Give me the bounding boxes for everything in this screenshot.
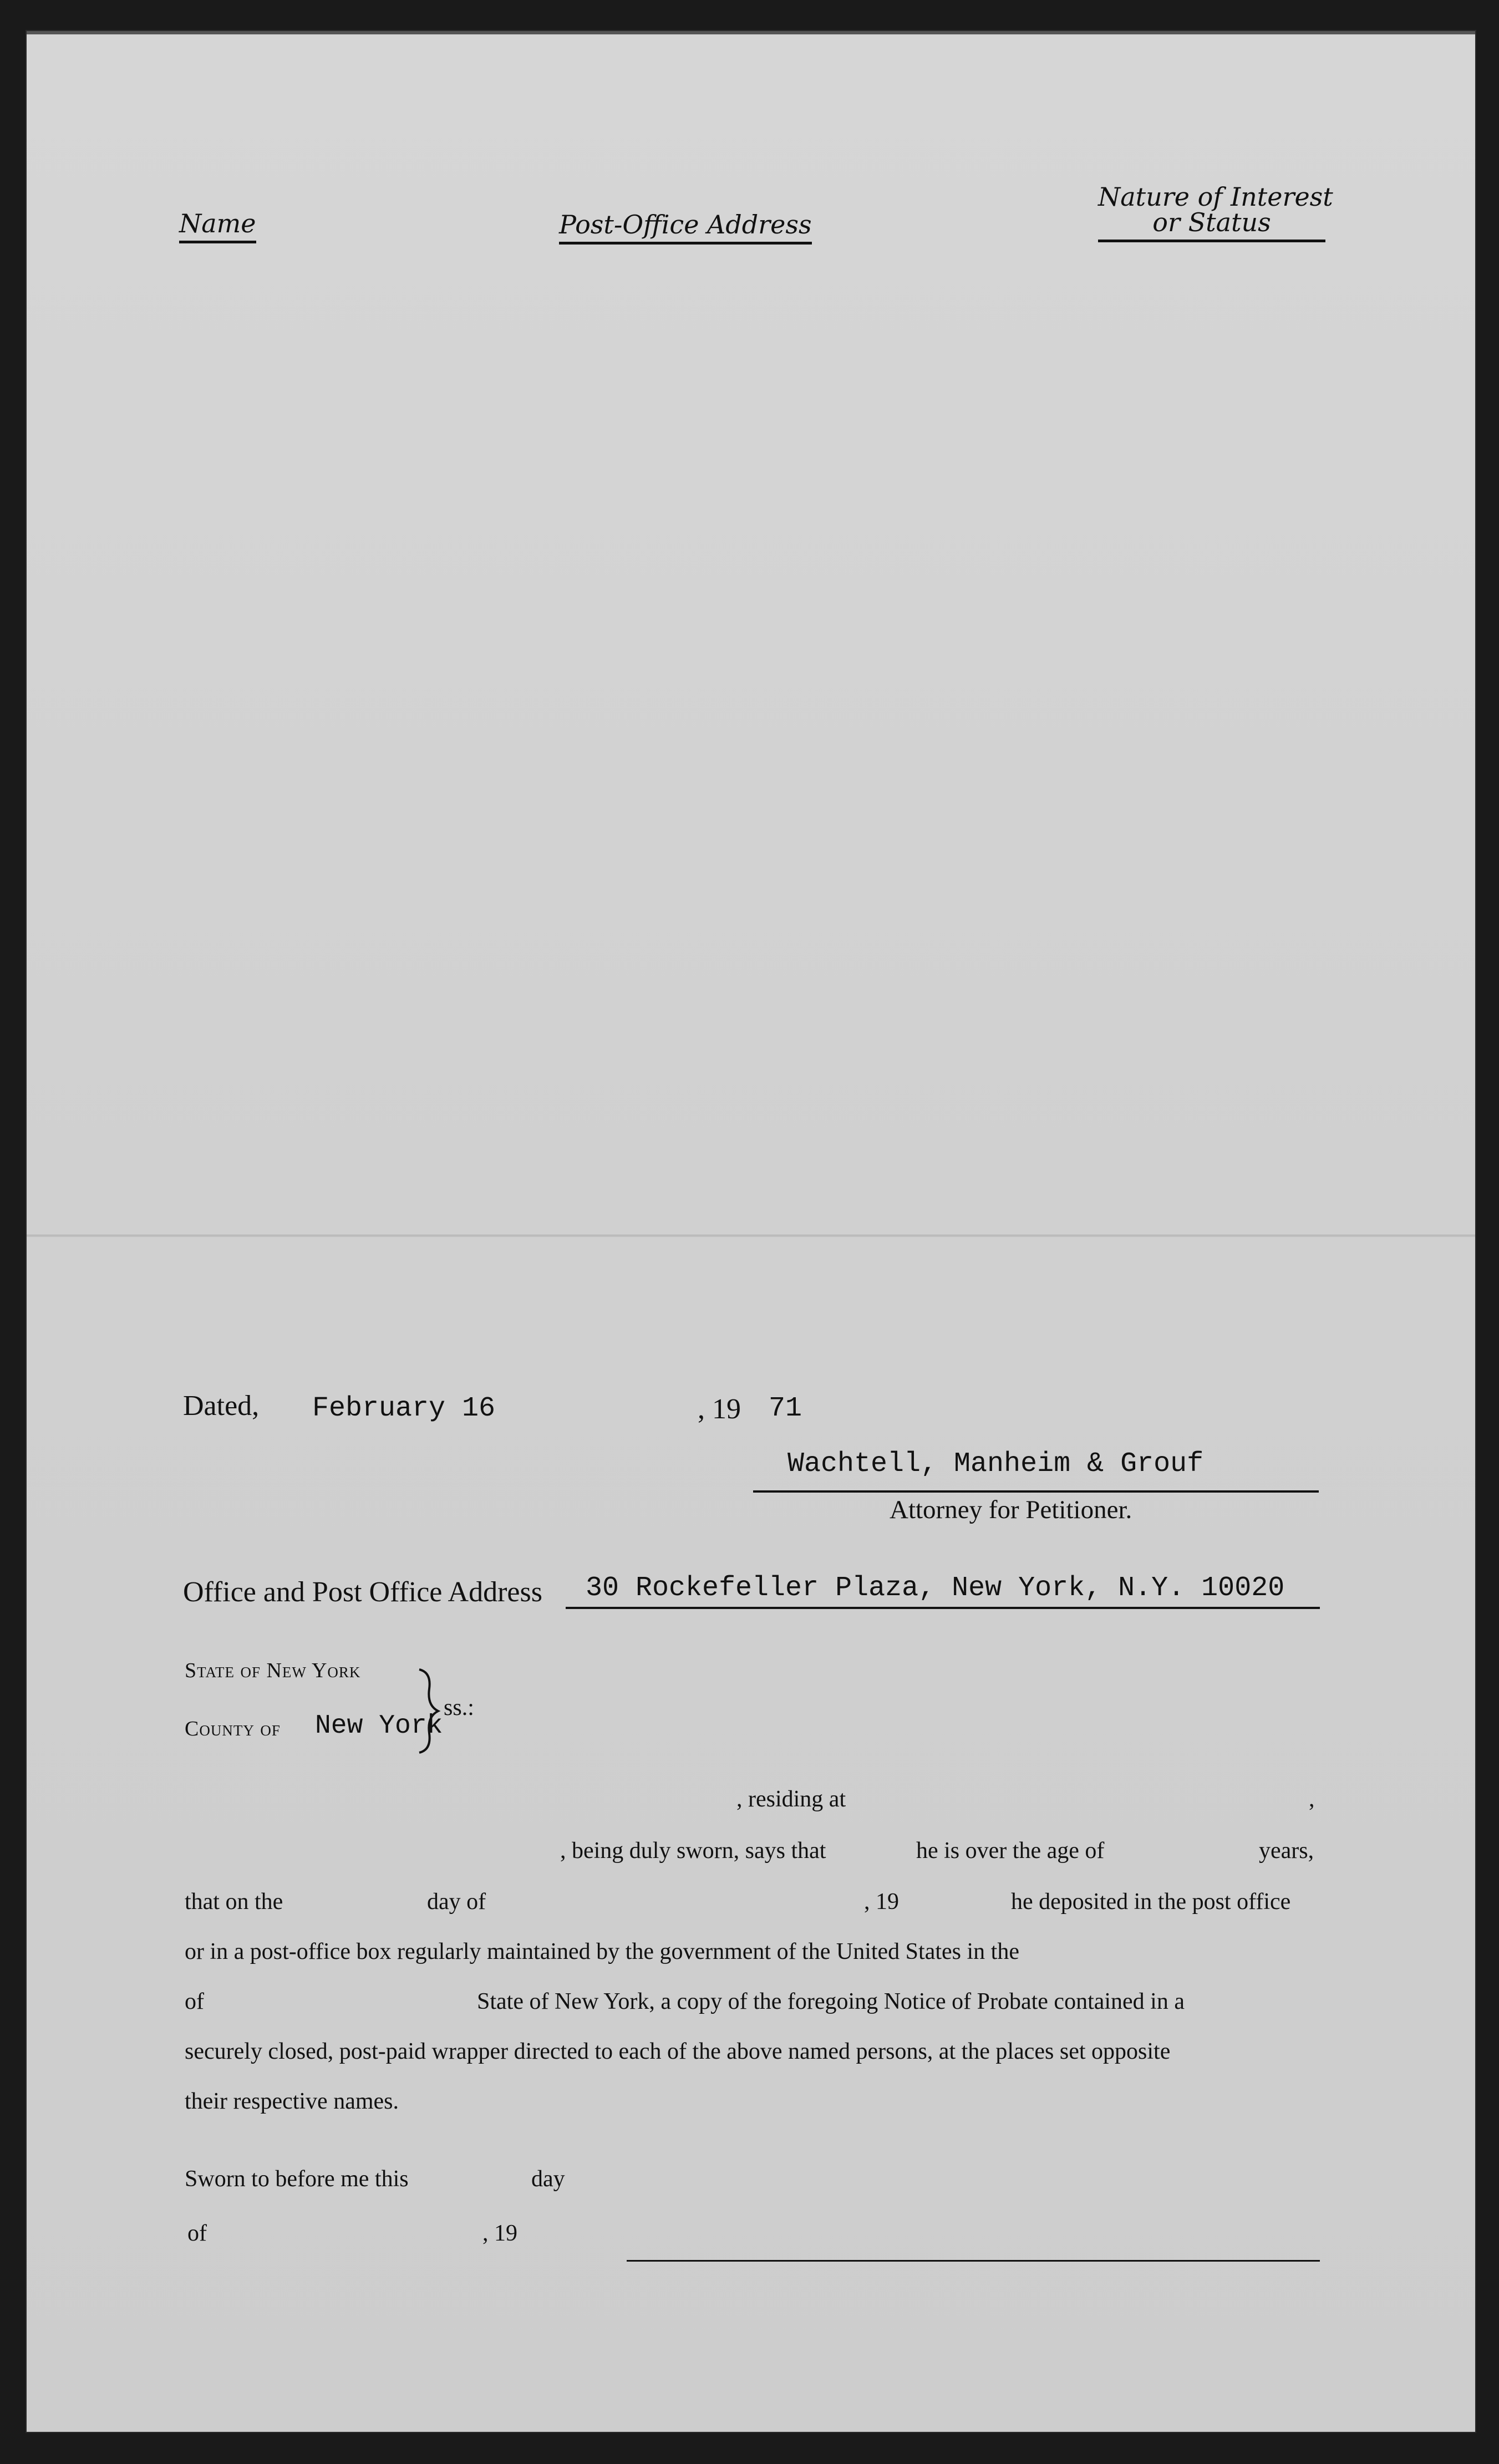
dated-label: Dated,	[183, 1390, 260, 1422]
jurat-sworn: Sworn to before me this	[185, 2166, 409, 2192]
affidavit-day-of: day of	[427, 1889, 486, 1915]
header-post-office-address: Post-Office Address	[559, 210, 812, 245]
dated-month-day: February 16	[312, 1393, 496, 1424]
venue-ss: ss.:	[444, 1695, 474, 1720]
brace-icon	[415, 1667, 443, 1755]
attorney-title: Attorney for Petitioner.	[890, 1495, 1132, 1524]
dated-year-suffix: 71	[769, 1393, 802, 1424]
header-name: Name	[179, 208, 256, 243]
affidavit-years: years,	[1259, 1838, 1314, 1864]
affidavit-line4: State of New York, a copy of the foregoing Notice of Probate contained in a	[477, 1989, 1185, 2014]
attorney-firm: Wachtell, Manheim & Grouf	[787, 1448, 1204, 1480]
affidavit-deposited: he deposited in the post office	[1011, 1889, 1291, 1915]
jurat-of: of	[187, 2221, 207, 2246]
document-page	[27, 31, 1475, 2432]
venue-county-value: New York	[315, 1711, 443, 1741]
header-interest-line1: Nature of Interest	[1098, 182, 1333, 212]
office-label: Office and Post Office Address	[183, 1576, 542, 1608]
office-address-line	[566, 1607, 1320, 1609]
affidavit-line5: securely closed, post-paid wrapper directed to each of the above named persons, at the places set opposite	[185, 2039, 1171, 2064]
page-top-edge	[27, 31, 1475, 34]
dated-year-prefix: , 19	[698, 1393, 741, 1425]
affidavit-sworn: , being duly sworn, says that	[560, 1838, 826, 1864]
jurat-nineteen: , 19	[482, 2221, 517, 2246]
venue-state: State of New York	[185, 1659, 361, 1682]
affidavit-line6: their respective names.	[185, 2089, 399, 2114]
jurat-day: day	[531, 2166, 565, 2192]
fold-crease	[27, 1234, 1475, 1238]
affidavit-on-the: that on the	[185, 1889, 283, 1915]
affidavit-residing: , residing at	[736, 1786, 846, 1812]
affidavit-of: of	[185, 1989, 204, 2014]
affidavit-comma: ,	[1309, 1786, 1315, 1812]
affidavit-line3: or in a post-office box regularly maintained by the government of the United States in the	[185, 1939, 1019, 1964]
header-nature-of-interest	[1098, 182, 1333, 242]
attorney-signature-line	[753, 1490, 1319, 1493]
affidavit-nineteen: , 19	[864, 1889, 899, 1915]
office-address-value: 30 Rockefeller Plaza, New York, N.Y. 10020	[586, 1572, 1285, 1604]
header-interest-line2: or Status	[1098, 207, 1325, 242]
notary-signature-line	[627, 2260, 1320, 2262]
affidavit-he-is: he is over the age of	[916, 1838, 1105, 1864]
venue-county-label: County of	[185, 1717, 281, 1740]
